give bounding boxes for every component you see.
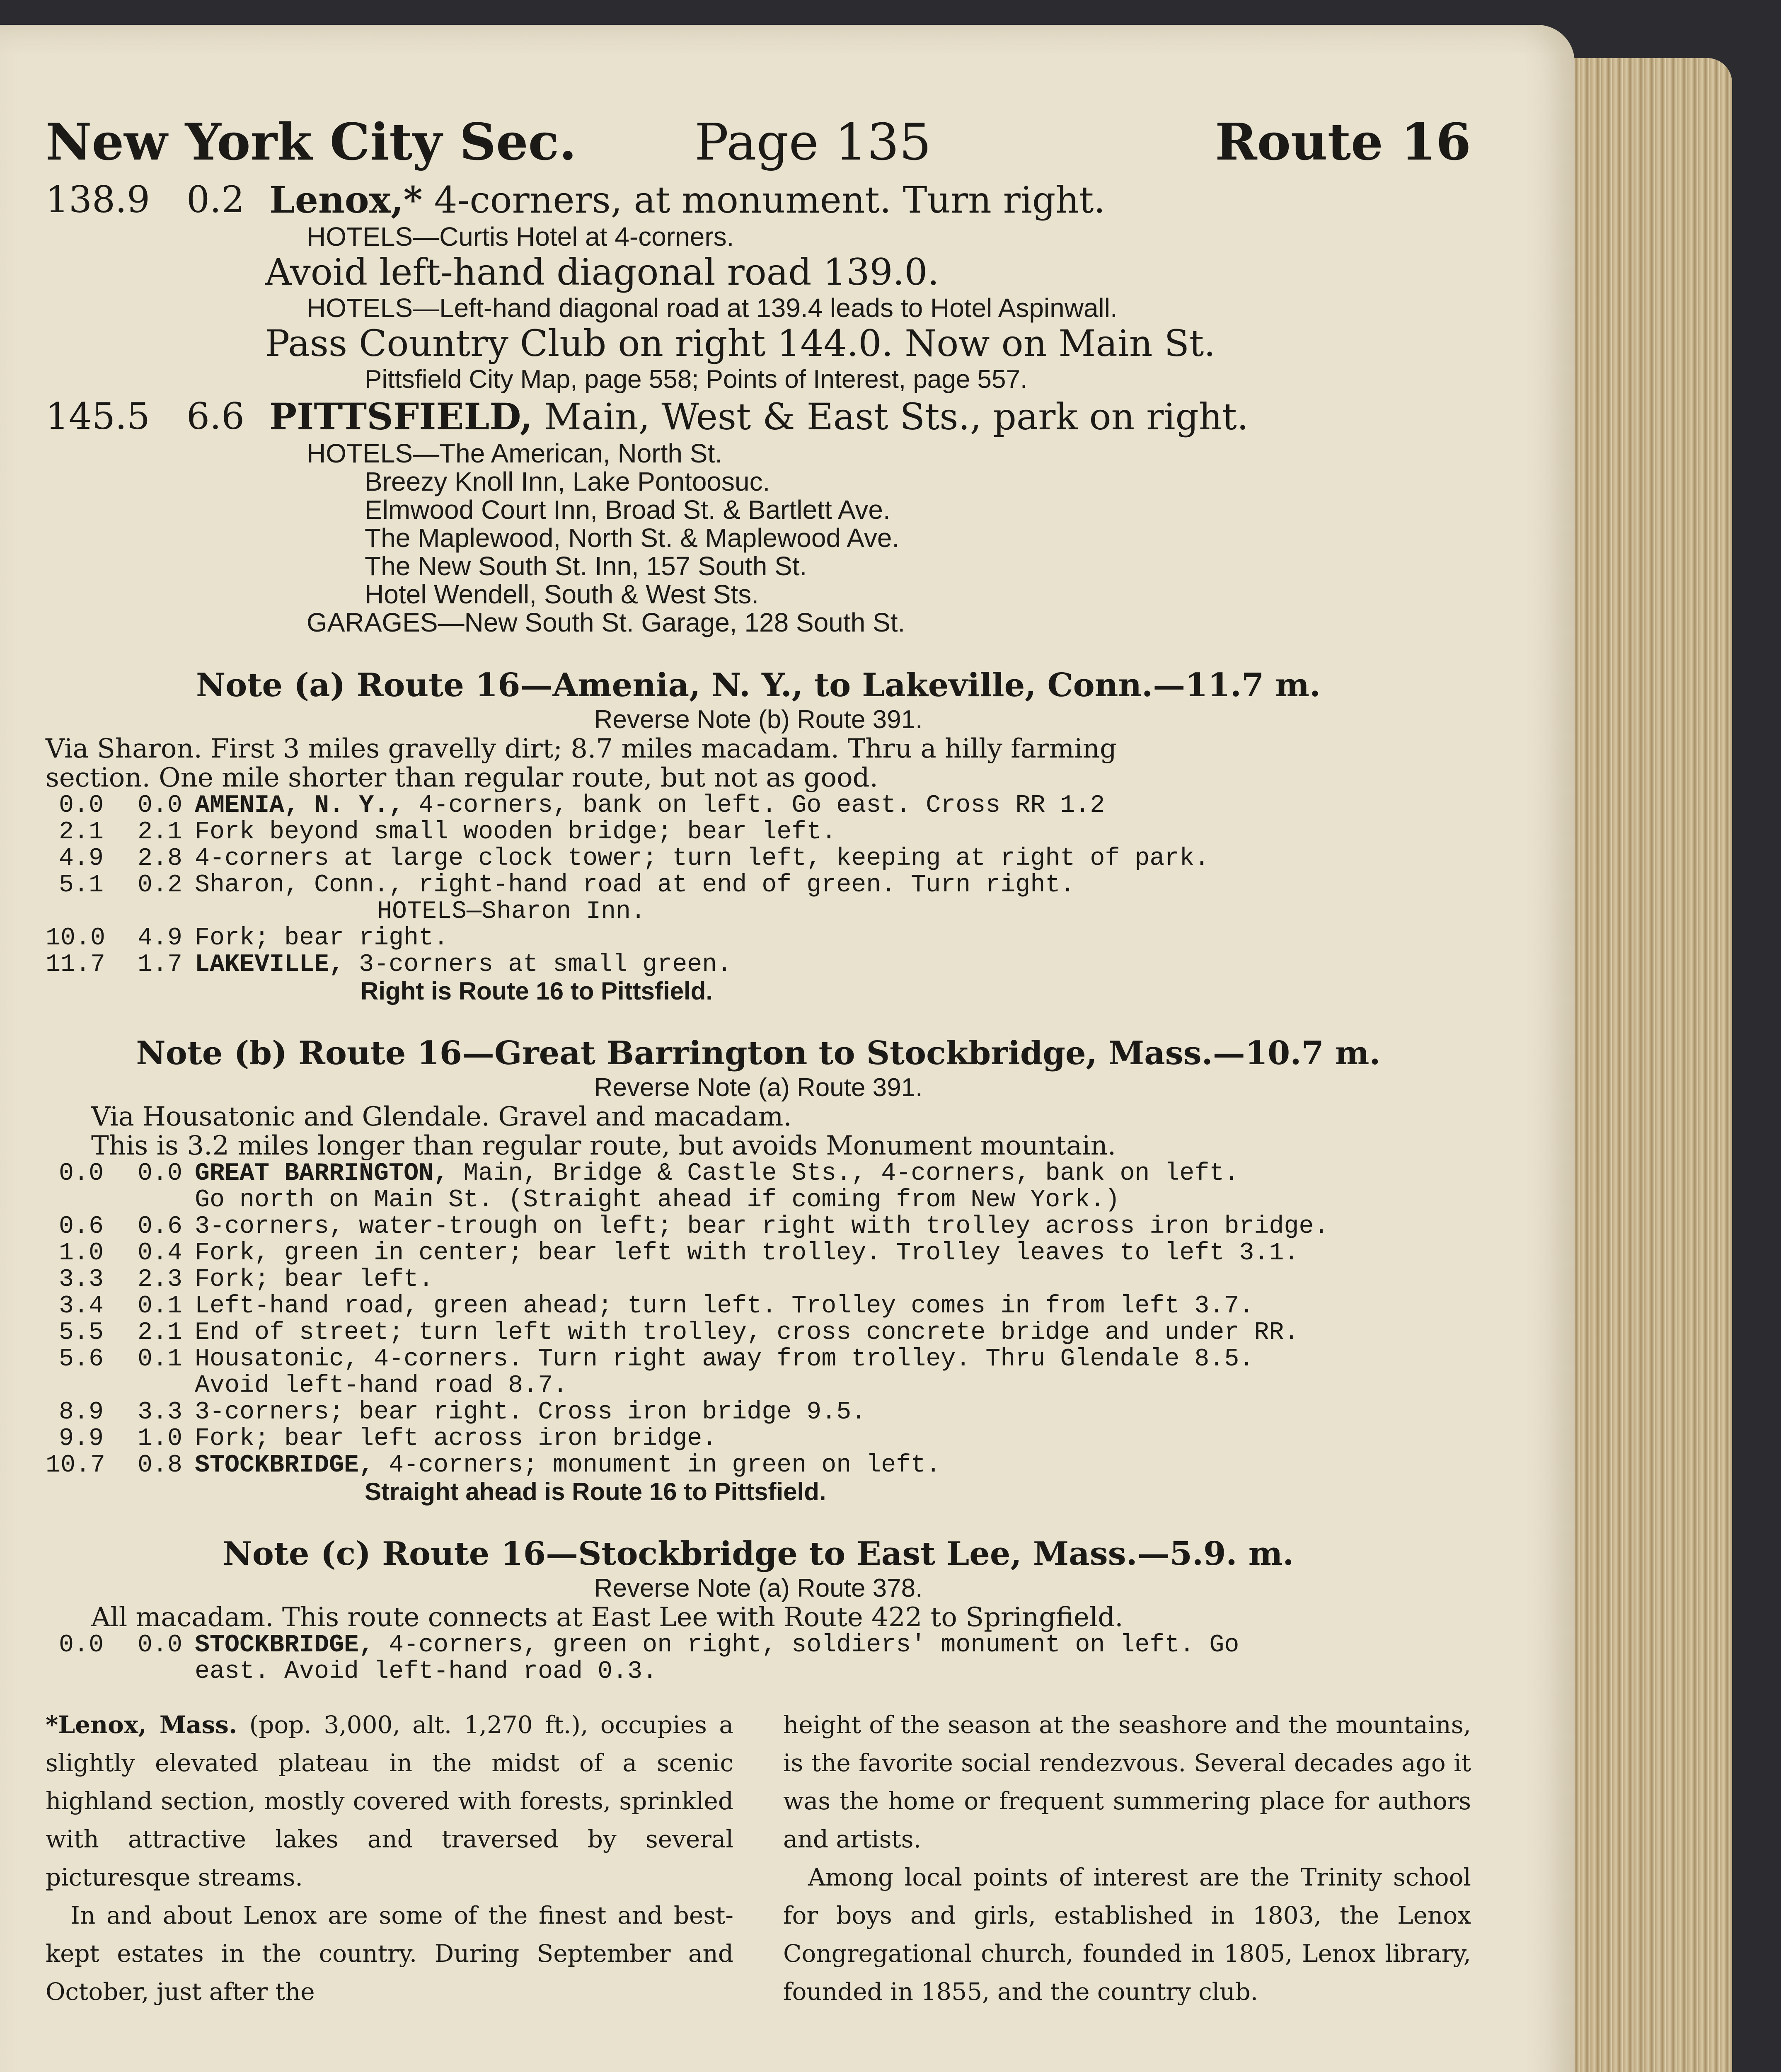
right-column — [783, 1706, 1471, 2011]
step-description: Fork, green in center; bear left with trolley. Trolley leaves to left 3.1. — [195, 1239, 1299, 1267]
route-step-lenox — [46, 177, 1471, 223]
note-b-intro: This is 3.2 miles longer than regular route, but avoids Monument mountain. — [91, 1130, 1116, 1161]
note-step — [46, 1266, 1471, 1293]
step-description: 4-corners, green on right, soldiers' monument on left. Go — [374, 1631, 1239, 1659]
cumulative-mileage: 0.0 — [58, 1159, 104, 1188]
step-description: 3-corners; bear right. Cross iron bridge 9.5. — [195, 1398, 866, 1426]
cumulative-mileage: 1.0 — [58, 1239, 104, 1267]
note-a-intro: section. One mile shorter than regular route, but not as good. — [46, 762, 878, 793]
cumulative-mileage: 138.9 — [46, 178, 150, 221]
place-name: Lenox,* — [269, 178, 423, 221]
step-description: 4-corners, at monument. Turn right. — [422, 179, 1106, 221]
note-a-title: Note (a) Route 16—Amenia, N. Y., to Lakeville, Conn.—11.7 m. — [196, 666, 1321, 704]
paragraph: Among local points of interest are the Trinity school for boys and girls, established in 1803, the Lenox Congregational church, founded in 1805, Lenox library, founded in 1855, and the country club. — [783, 1863, 1471, 2006]
step-description: 4-corners, bank on left. Go east. Cross RR 1.2 — [404, 792, 1105, 820]
interval-mileage: 0.2 — [137, 871, 182, 899]
note-step — [46, 1213, 1471, 1240]
step-description: Sharon, Conn., right-hand road at end of green. Turn right. — [195, 871, 1075, 899]
step-continuation: Avoid left-hand road 8.7. — [195, 1372, 568, 1400]
cumulative-mileage: 10.0 — [46, 924, 106, 952]
cumulative-mileage: 11.7 — [46, 951, 106, 979]
note-b-title: Note (b) Route 16—Great Barrington to Stockbridge, Mass.—10.7 m. — [136, 1034, 1381, 1072]
cumulative-mileage: 8.9 — [58, 1398, 104, 1426]
hotels-line: HOTELS—The American, North St. — [307, 438, 722, 468]
note-a-reverse: Reverse Note (b) Route 391. — [594, 705, 923, 734]
place-name: PITTSFIELD, — [269, 395, 533, 438]
note-step — [46, 819, 1471, 845]
pass-instruction: Pass Country Club on right 144.0. Now on Main St. — [265, 322, 1216, 365]
left-column — [46, 1706, 733, 2011]
interval-mileage: 0.0 — [137, 1631, 182, 1659]
step-description: Fork beyond small wooden bridge; bear left. — [195, 818, 837, 846]
note-step — [46, 1346, 1471, 1372]
place-name: AMENIA, N. Y., — [195, 792, 404, 820]
note-step — [46, 1426, 1471, 1452]
interval-mileage: 2.1 — [137, 818, 182, 846]
cumulative-mileage: 5.1 — [58, 871, 104, 899]
interval-mileage: 6.6 — [186, 395, 244, 438]
page-header — [46, 112, 1471, 172]
hotels-line: HOTELS—Left-hand diagonal road at 139.4 leads to Hotel Aspinwall. — [307, 293, 1118, 323]
step-description: 3-corners, water-trough on left; bear right with trolley across iron bridge. — [195, 1213, 1329, 1241]
note-c-title: Note (c) Route 16—Stockbridge to East Lee, Mass.—5.9. m. — [223, 1535, 1294, 1573]
place-lead: *Lenox, Mass. — [46, 1711, 237, 1739]
note-b-reverse: Reverse Note (a) Route 391. — [594, 1073, 923, 1102]
hotel-entry: Breezy Knoll Inn, Lake Pontoosuc. — [365, 467, 770, 496]
paragraph — [46, 1706, 733, 1896]
step-description: Fork; bear left. — [195, 1266, 434, 1294]
cumulative-mileage: 3.3 — [58, 1266, 104, 1294]
note-step — [46, 1319, 1471, 1346]
step-description: Housatonic, 4-corners. Turn right away from trolley. Thru Glendale 8.5. — [195, 1345, 1254, 1373]
avoid-instruction: Avoid left-hand diagonal road 139.0. — [265, 251, 939, 293]
note-step — [46, 1293, 1471, 1319]
step-description: Main, West & East Sts., park on right. — [532, 395, 1249, 438]
lenox-description — [46, 1706, 1471, 2011]
cumulative-mileage: 5.6 — [58, 1345, 104, 1373]
step-continuation: east. Avoid left-hand road 0.3. — [195, 1658, 658, 1686]
route-step-pittsfield — [46, 394, 1471, 439]
interval-mileage: 2.8 — [137, 845, 182, 873]
note-step — [46, 1399, 1471, 1426]
step-description: Left-hand road, green ahead; turn left. Trolley comes in from left 3.7. — [195, 1292, 1254, 1320]
note-c-reverse: Reverse Note (a) Route 378. — [594, 1574, 923, 1602]
section-title: New York City Sec. — [46, 112, 577, 172]
note-a-end: Right is Route 16 to Pittsfield. — [361, 977, 713, 1005]
paragraph: In and about Lenox are some of the finest and best-kept estates in the country. During September and October, just after the — [46, 1901, 733, 2006]
garages-line: GARAGES—New South St. Garage, 128 South St. — [307, 608, 905, 637]
step-description: 3-corners at small green. — [344, 951, 732, 979]
note-step — [46, 1240, 1471, 1266]
note-step — [46, 1452, 1471, 1479]
hotels-line: HOTELS—Curtis Hotel at 4-corners. — [307, 222, 734, 252]
cumulative-mileage: 145.5 — [46, 395, 150, 438]
note-step — [46, 1160, 1471, 1187]
interval-mileage: 2.1 — [137, 1319, 182, 1347]
hotels-line: HOTELS—Sharon Inn. — [377, 898, 646, 926]
interval-mileage: 0.1 — [137, 1292, 182, 1320]
cumulative-mileage: 5.5 — [58, 1319, 104, 1347]
interval-mileage: 0.1 — [137, 1345, 182, 1373]
note-step — [46, 872, 1471, 898]
cumulative-mileage: 0.0 — [58, 792, 104, 820]
hotel-entry: The Maplewood, North St. & Maplewood Ave. — [365, 523, 900, 553]
route-title: Route 16 — [1215, 112, 1471, 172]
book-page — [0, 25, 1575, 2072]
note-step — [46, 792, 1471, 819]
step-description: Main, Bridge & Castle Sts., 4-corners, bank on left. — [448, 1159, 1239, 1188]
cumulative-mileage: 9.9 — [58, 1425, 104, 1453]
interval-mileage: 2.3 — [137, 1266, 182, 1294]
interval-mileage: 1.7 — [137, 951, 182, 979]
page-content — [46, 112, 1471, 2011]
hotel-entry: Hotel Wendell, South & West Sts. — [365, 579, 759, 609]
paragraph-text: (pop. 3,000, alt. 1,270 ft.), occupies a slightly elevated plateau in the midst of a scenic highland section, mostly covered with forests, sprinkled with attractive lakes and traversed by several picturesque streams. — [46, 1711, 733, 1891]
interval-mileage: 1.0 — [137, 1425, 182, 1453]
interval-mileage: 0.2 — [186, 178, 244, 221]
interval-mileage: 0.6 — [137, 1213, 182, 1241]
cumulative-mileage: 3.4 — [58, 1292, 104, 1320]
cumulative-mileage: 10.7 — [46, 1451, 106, 1479]
note-b-intro: Via Housatonic and Glendale. Gravel and macadam. — [91, 1101, 792, 1132]
book-page-edges — [1558, 58, 1732, 2072]
place-name: LAKEVILLE, — [195, 951, 344, 979]
interval-mileage: 0.4 — [137, 1239, 182, 1267]
cumulative-mileage: 2.1 — [58, 818, 104, 846]
step-description: Fork; bear left across iron bridge. — [195, 1425, 717, 1453]
step-description: Fork; bear right. — [195, 924, 449, 952]
step-description: 4-corners; monument in green on left. — [374, 1451, 941, 1479]
interval-mileage: 0.8 — [137, 1451, 182, 1479]
map-reference: Pittsfield City Map, page 558; Points of Interest, page 557. — [365, 365, 1028, 394]
place-name: STOCKBRIDGE, — [195, 1631, 374, 1659]
place-name: STOCKBRIDGE, — [195, 1451, 374, 1479]
hotel-entry: Elmwood Court Inn, Broad St. & Bartlett Ave. — [365, 495, 890, 525]
paragraph: height of the season at the seashore and the mountains, is the favorite social rendezvous. Several decades ago it was the home or frequent summering place for authors and artists. — [783, 1711, 1471, 1853]
note-step — [46, 1632, 1471, 1658]
note-c-intro: All macadam. This route connects at East Lee with Route 422 to Springfield. — [91, 1602, 1123, 1633]
note-b-end: Straight ahead is Route 16 to Pittsfield. — [365, 1478, 826, 1506]
step-continuation: Go north on Main St. (Straight ahead if coming from New York.) — [195, 1186, 1120, 1214]
step-description: End of street; turn left with trolley, cross concrete bridge and under RR. — [195, 1319, 1299, 1347]
interval-mileage: 4.9 — [137, 924, 182, 952]
note-step — [46, 951, 1471, 978]
interval-mileage: 0.0 — [137, 1159, 182, 1188]
step-description: 4-corners at large clock tower; turn left, keeping at right of park. — [195, 845, 1210, 873]
note-a-intro: Via Sharon. First 3 miles gravelly dirt; 8.7 miles macadam. Thru a hilly farming — [46, 733, 1117, 764]
cumulative-mileage: 4.9 — [58, 845, 104, 873]
cumulative-mileage: 0.0 — [58, 1631, 104, 1659]
place-name: GREAT BARRINGTON, — [195, 1159, 449, 1188]
page-number: Page 135 — [694, 113, 932, 172]
cumulative-mileage: 0.6 — [58, 1213, 104, 1241]
interval-mileage: 3.3 — [137, 1398, 182, 1426]
note-step — [46, 925, 1471, 951]
hotel-entry: The New South St. Inn, 157 South St. — [365, 551, 807, 581]
note-step — [46, 845, 1471, 872]
interval-mileage: 0.0 — [137, 792, 182, 820]
